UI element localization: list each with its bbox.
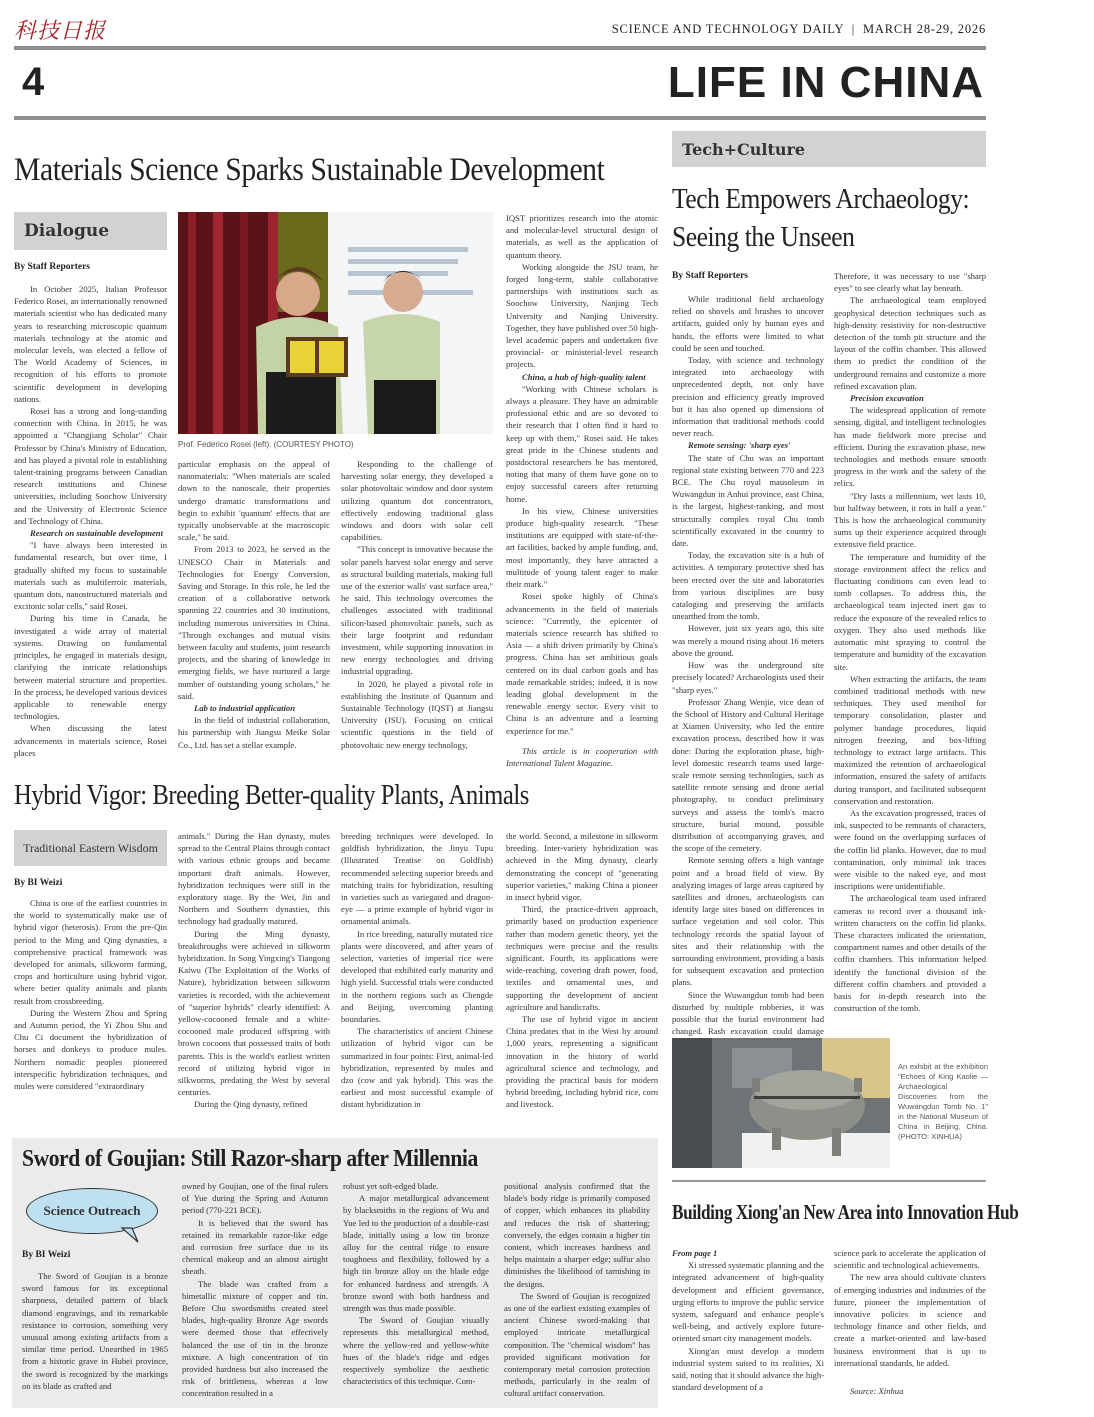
rosei-photo-caption: Prof. Federico Rosei (left). (COURTESY PHOTO): [178, 440, 354, 449]
bronze-vessel-illustration: [672, 1038, 890, 1168]
rosei-photo-illustration: [178, 212, 493, 434]
publication-name: SCIENCE AND TECHNOLOGY DAILY: [611, 22, 844, 36]
materials-headline-box: [14, 150, 662, 192]
sword-col-2: owned by Goujian, one of the final rulers of Yue during the Spring and Autumn period (770-221 BCE). It is believed that the sword has retained its remarkable razor-like edge and corrosion free surface due to its chemical makeup and an almost airtight sheath. The blade was crafted from a bimetallic mixture of copper and tin. Before Chu swordsmiths created steel blades, high-quality Bronze Age swords were deemed those that effectively balanced the use of tin in the bronze mixture. A high concentration of tin provided hardness but also increased the risk of brittleness, whereas a low concentration resulted in a: [182, 1181, 328, 1399]
science-outreach-bubble: Science Outreach: [26, 1188, 158, 1234]
hybrid-col-1: China is one of the earliest countries in the world to systematically make use of hybrid vigor (heterosis). From the pre-Qin period to the Ming and Qing dynasties, a comprehensive practical framework was developed for animals, silkworm farming, crops and horticulture using hybrid vigor, where better quality animals and plants result from crossbreeding. During the Western Zhou and Spring and Autumn period, the Yi Zhou Shu and Chu Ci document the hybridization of horses and donkeys to produce mules. Northern nomadic peoples pioneered interspecific hybridization techniques, and mules were considered "extraordinary: [14, 898, 167, 1092]
hybrid-col-4: the world. Second, a milestone in silkworm breeding. Inter-variety hybridization was achieved in the Ming dynasty, clearly demonstrating the concept of "generating superior varieties," making China a pioneer in insect hybrid vigor. Third, the practice-driven approach, primarily based on production experience rather than modern genetic theory, yet the techniques were precise and the results significant. Fourth, its applications were wide-reaching, covering draft power, food, textiles and ornamental uses, and supporting the development of ancient agriculture and handicrafts. The use of hybrid vigor in ancient China predates that in the West by around 1,000 years, representing a significant innovation in the history of world agricultural science and technology, and providing the practical basis for modern hybrid breeding, including hybrid rice, corn and livestock.: [506, 831, 658, 1110]
xiongan-headline-box: [672, 1198, 1019, 1228]
materials-col-4: IQST prioritizes research into the atomic and molecular-level structural design of materials, as well as the application of quantum theory. Working alongside the JSU team, he forged long-term, stable collaborative partnerships with institutions such as Soochow University, Nanjing Tech University and Nanjing University. Together, they have published over 50 high-level academic papers and undertaken five provincial- or ministerial-level research projects. China, a hub of high-quality talent "Working with Chinese scholars is always a pleasure. They have an admirable professional ethic and are so devoted to their research that I often find it hard to keep up with them," Rosei said. He takes great pride in the Chinese students and postdoctoral researchers he has mentored, noting that many of them have gone on to enjoy successful careers after returning home. In his view, Chinese universities produce high-quality research. "These institutions are equipped with state-of-the-art facilities, backed by ample funding, and, most importantly, they have attracted a multitude of young talent eager to make their mark." Rosei spoke highly of China's advancements in the field of materials science: "Currently, the epicenter of materials science research has shifted to Asia — a shift driven primarily by China's progress. China has set ambitious goals centered on its dual carbon goals and has made remarkable strides; indeed, it is now leading global development in the renewable energy sector. Every visit to China is an adventure and a learning experience for me." This article is in cooperation with International Talent Magazine.: [506, 213, 658, 768]
bronze-vessel-photo: [672, 1038, 890, 1168]
archaeology-headline-line-2: Seeing the Unseen: [672, 221, 855, 253]
xiongan-col-1: From page 1 Xi stressed systematic planning and the integrated advancement of high-quality development and efficient governance, urging efforts to improve the public service system, safeguard and enhance people's well-being, and actively explore future-oriented smart city management models. Xiong'an must develop a modern industrial system suited to its realities, Xi said, noting that it should advance the high-standard development of a: [672, 1248, 824, 1393]
hybrid-headline: Hybrid Vigor: Breeding Better-quality Plants, Animals: [14, 780, 529, 811]
sword-col-3: robust yet soft-edged blade. A major metallurgical advancement by blacksmiths in the regions of Wu and Yue led to the production of a double-cast blade, initially using a low tin bronze alloy for the central ridge to ensure toughness and flexibility, followed by a high tin bronze alloy on the blade edge for enhanced hardness and strength. A bronze sword with both hardness and strength was thus made possible. The Sword of Goujian visually represents this metallurgical method, where the yellow-red and yellow-white hues of the blade's ridge and edges respectively symbolize the aesthetic characteristics of this technique. Com-: [343, 1181, 489, 1387]
tech-culture-label: Tech+Culture: [672, 131, 986, 167]
masthead-rule-bottom: [14, 116, 986, 120]
sword-col-4: positional analysis confirmed that the blade's body ridge is primarily composed of copper, which enhances its pliability and reduces the risk of shattering; conversely, the edges contain a higher tin content, which increases hardness and helps maintain a sharper edge; sulfur also diminishes the likelihood of tarnishing in the designs. The Sword of Goujian is recognized as one of the earliest existing examples of ancient Chinese sword-making that employed intricate metallurgical composition. The "chemical wisdom" has provided significant motivation for contemporary metal corrosion protection methods, particularly in the realm of cultural artifact conservation.: [504, 1181, 650, 1399]
archaeology-byline: By Staff Reporters: [672, 271, 748, 281]
speech-bubble-tail-icon: [120, 1228, 144, 1244]
section-title: LIFE IN CHINA: [667, 58, 984, 107]
traditional-wisdom-label: Traditional Eastern Wisdom: [14, 830, 167, 866]
archaeology-col-1: While traditional field archaeology relied on shovels and brushes to uncover artifacts, guided only by human eyes and hands, the efforts were limited to what could be seen and touched. Today, with science and technology integrated into archaeology with unprecedented depth, not only have precision and efficiency greatly improved but it has also opened up dimensions of information that traditional methods could never reach. Remote sensing: 'sharp eyes' The state of Chu was an important regional state existing between 770 and 223 BCE. The Chu royal mausoleum in Wuwangdun in Anhui province, east China, is the largest, highest-ranking, and most structurally complex royal Chu tomb scientifically excavated in the country to date. Today, the excavation site is a hub of activities. A temporary protective shed has been erected over the site and laboratories from various disciplines are busy cataloging and preserving the artifacts unearthed from the tomb. However, just six years ago, this site was merely a mound rising about 16 meters above the ground. How was the underground site precisely located? Archaeologists used their "sharp eyes." Professor Zhang Wenjie, vice dean of the School of History and Cultural Heritage at Xiamen University, who led the entire excavation process, described how it was done: During the exploration phase, high-level domestic research teams used large-scale remote sensing technologies, such as satellite remote sensing and drone aerial photography, to conduct preliminary surveys and assess the tomb's macro structure, burial mound, possible distribution of accompanying graves, and the scope of the cemetery. Remote sensing offers a high vantage point and a broad field of view. By analyzing images of large areas captured by satellites and drones, archaeologists can identify large sites based on differences in surface vegetation and soil color. This technology records the spatial layout of sites and their relationship with the surrounding environment, providing a basis for subsequent excavation and protection plans. Since the Wuwangdun tomb had been disturbed by multiple robberies, it was possible that the burial environment had changed. Rash excavation could damage: [672, 294, 824, 1037]
masthead-rule-top: [14, 46, 986, 50]
issue-date: MARCH 28-29, 2026: [863, 22, 986, 36]
hybrid-col-3: breeding techniques were developed. In goldfish hybridization, the Jinyu Tupu (Illustrated Treatise on Goldfish) recommended selecting superior breeds and matching traits for hybridization, resulting in varieties such as variegated and dragon-eye — a prime example of hybrid vigor in ornamental animals. In rice breeding, naturally mutated rice plants were discovered, and after years of selection, varieties of imperial rice were developed that exhibited early maturity and high yield. Successful trials were conducted in the northern regions such as Chengde and Beijing, overcoming planting boundaries. The characteristics of ancient Chinese utilization of hybrid vigor can be summarized in four points: First, animal-led hybridization, represented by mules and dzo (cow and yak hybrid). This was the earliest and most successful example of distant hybridization in: [341, 831, 493, 1110]
materials-col-3: Responding to the challenge of harvesting solar energy, they developed a solar photovoltaic window and door system utilizing quantum dot concentrators, effectively endowing traditional glass windows and doors with solar cell capabilities. "This concept is innovative because the solar panels harvest solar energy and serve as structural building materials, making full use of the exterior walls' vast surface area," he said. This technology overcomes the challenges associated with traditional silicon-based photovoltaic panels, such as their large footprint and redundant investment, while supporting innovation in new energy technologies and driving industrial upgrading. In 2020, he played a pivotal role in establishing the Institute of Quantum and Sustainable Technology (IQST) at Jiangsu University (JSU). Focusing on critical scientific questions in the field of photovoltaic new energy technology,: [341, 459, 493, 750]
materials-byline: By Staff Reporters: [14, 262, 90, 272]
materials-col-1: In October 2025, Italian Professor Federico Rosei, an internationally renowned materials scientist who has dedicated many years to researching microscopic quantum materials technology at the atomic and molecular levels, was elected a fellow of The World Academy of Sciences, in recognition of his efforts to promote scientific development in developing nations. Rosei has a strong and long-standing connection with China. In 2015, he was appointed a "Changjiang Scholar" Chair Professor by China's Ministry of Education, and has played a pivotal role in establishing talent-training programs between Canadian research institutions and Chinese universities, including Soochow University and the University of Electronic Science and Technology of China. Research on sustainable development "I have always been interested in fundamental research, but over time, I gradually shifted my focus to sustainable materials such as multiferroic materials, quantum dots, nanostructured materials and excitonic solar cells," said Rosei. During his time in Canada, he investigated a wide array of material systems. Drawing on fundamental principles, he engaged in materials design, clarifying the intricate relationships between material structure and properties. In the process, he developed various devices applicable to renewable energy technologies. When discussing the latest advancements in materials science, Rosei places: [14, 284, 167, 758]
hybrid-col-2: animals." During the Han dynasty, mules spread to the Central Plains through contact with various ethnic groups and became important draft animals. However, hybridization techniques were still in the exploratory stage. By the Wei, Jin and Northern and Southern dynasties, this technology had gradually matured. During the Ming dynasty, breakthroughs were achieved in silkworm hybridization. In Song Yingxing's Tiangong Kaiwu (The Exploitation of the Works of Nature), hybridization between silkworm varieties is recorded, with the achievement of "superior hybrids" clearly identified: A yellow-cocooned female and a white-cocooned male produced offspring with brown cocoons that possessed traits of both parents. This is the world's earliest written record of utilizing hybrid vigor in silkworms, predating the West by several centuries. During the Qing dynasty, refined: [178, 831, 330, 1110]
hybrid-headline-box: [14, 778, 662, 816]
xiongan-col-2: science park to accelerate the application of scientific and technological achievements. The new area should cultivate clusters of emerging industries and industries of the future, pioneer the implementation of innovative policies in science and technology finance and other fields, and create a market-oriented and law-based business environment that is up to international standards, he added. Source: Xinhua: [834, 1248, 986, 1397]
hybrid-byline: By BI Weizi: [14, 878, 63, 888]
sword-headline-box: [22, 1144, 652, 1176]
sword-headline: Sword of Goujian: Still Razor-sharp after Millennia: [22, 1146, 478, 1172]
sword-col-1: The Sword of Goujian is a bronze sword famous for its exceptional sharpness, detailed pattern of black diamond engravings, and its remarkable resistance to corrosion, something very unusual among existing artifacts from a similar time period. Unearthed in 1965 from a historic grave in Hubei province, the sword is recognized by the markings on its blade as crafted and: [22, 1271, 168, 1391]
newspaper-logo: 科技日报: [14, 19, 107, 44]
sword-byline: By BI Weizi: [22, 1250, 71, 1260]
masthead-separator: |: [851, 22, 856, 36]
xiongan-headline: Building Xiong'an New Area into Innovation Hub: [672, 1200, 1019, 1224]
archaeology-col-2: Therefore, it was necessary to use "sharp eyes" to see clearly what lay beneath. The archaeological team employed geophysical detection techniques such as high-density resistivity for non-destructive detection of the tomb pit structure and the layout of the coffin chamber. This allowed them to predict the condition of the underground remains and customize a more refined excavation plan. Precision excavation The widespread application of remote sensing, digital, and intelligent technologies has made fieldwork more precise and efficient. During the excavation phase, new technologies and methods ensure smooth progress in the work and the safety of the relics. "Dry lasts a millennium, wet lasts 10, but halfway between, it rots in half a year." This is how the archaeological community sums up their experience acquired through extensive field practice. The temperature and humidity of the storage environment affect the relics and fluctuating conditions can even lead to tomb collapses. To address this, the archaeological team injected inert gas to reduce the exposure of the revealed relics to oxygen. They also used methods like automatic mist spraying to control the temperature and humidity of the excavation site. When extracting the artifacts, the team combined traditional methods with new techniques. They used menthol for temporary consolidation, plaster and polymer bandage procedures, liquid nitrogen freezing, and box-lifting technology to extract large artifacts. This maximized the retention of archaeological information, ensured the safety of artifacts during transport, and facilitated subsequent conservation and restoration. As the excavation progressed, traces of ink, suspected to be remnants of characters, were found on the overlapping surfaces of the coffin lid planks. However, due to mud contamination, only minimal ink traces were visible to the naked eye, and most inscriptions were unidentifiable. The archaeological team used infrared cameras to record over a thousand ink-written characters on the coffin lid planks. These characters indicated the orientation, compartment names and other details of the coffin chambers. This information helped identify the functional division of the different coffin chambers and provided a basis for in-depth research into the construction of the tomb.: [834, 271, 986, 1014]
archaeology-headline: [672, 180, 986, 260]
materials-headline: Materials Science Sparks Sustainable Development: [14, 152, 605, 188]
masthead-info: [612, 22, 986, 37]
bronze-vessel-caption: An exhibit at the exhibition "Echoes of King Kaolie — Archaeological Discoveries from the Wuwangdun Tomb No. 1" in the National Museum of China in Beijing, China. (PHOTO: XINHUA): [898, 1062, 988, 1141]
page-number: 4: [22, 60, 45, 104]
dialogue-label: Dialogue: [14, 212, 167, 250]
archaeology-headline-text: [672, 180, 970, 256]
rosei-photo: [178, 212, 493, 434]
archaeology-headline-line-1: Tech Empowers Archaeology:: [672, 183, 970, 215]
materials-col-2: particular emphasis on the appeal of nanomaterials: "When materials are scaled down to the nanoscale, their properties undergo dramatic transformations and begin to exhibit 'quantum' effects that are typically unobservable at the macroscopic scale," he said. From 2013 to 2023, he served as the UNESCO Chair in Materials and Technologies for Energy Conversion, Saving and Storage. In this role, he led the creation of a collaborative network spanning 22 countries and 30 institutions, including numerous universities in China. "Through exchanges and mutual visits between faculty and students, joint research projects, and the sharing of knowledge in emerging fields, we have nurtured a large number of outstanding young scholars," he said. Lab to industrial application In the field of industrial collaboration, his partnership with Jiangsu Meike Solar Co., Ltd. has set a stellar example.: [178, 459, 330, 750]
xiongan-divider: [672, 1180, 986, 1182]
